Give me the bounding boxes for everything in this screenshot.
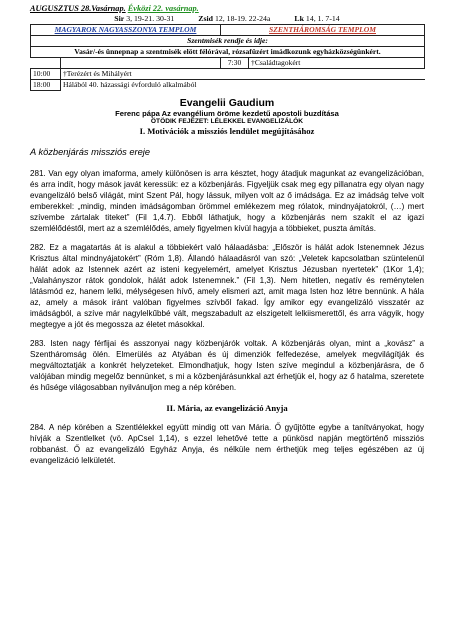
right-time: 7:30 <box>221 58 249 69</box>
readings <box>30 14 424 24</box>
header-date-line <box>30 4 424 14</box>
intentions-title: Szentmisék rendje és idje: <box>31 36 425 47</box>
row-intention: Hálából 40. házassági évforduló alkalmából <box>61 80 425 91</box>
paragraph-284: 284. A nép körében a Szentlélekkel együtt mindig ott van Mária. Ő gyűjtötte egybe a tanítványokat, hogy hívják a Szentlelket (vö. ApCsel 1,14), s ezzel lehetővé tette a pünkösd napján megtörténő missziós robbanást. Ő az evangelizáló Egyház Anyja, és nélküle nem érthetjük meg teljes egészében az új evangelizáció lelkületét. <box>30 423 424 465</box>
row-time: 10:00 <box>31 69 61 80</box>
section-1-title: I. Motivációk a missziós lendület megújításához <box>139 126 315 136</box>
paragraph-283: 283. Isten nagy férfijai és asszonyai nagy közbenjárók voltak. A közbenjárás olyan, mint a „kovász” a Szentháromság ölén. Elmerülés az Atyában és új dimenziók felfedezése, amelyek megvilágítják és megváltoztatják a konkrét helyzeteket. Elmondhatjuk, hogy Isten szíve megindul a közbenjárásra, de ő valójában mindig megelőz bennünket, s mi a közbenjárásunkkal azt érhetjük el, hogy az ő hatalma, szeretete és hűsége világosabban nyilvánuljon meg a nép körében. <box>30 339 424 392</box>
reading-1: Sir 3, 19-21. 30-31 <box>114 14 175 23</box>
paragraph-282: 282. Ez a magatartás át is alakul a többiekért való hálaadásba: „Először is hálát adok Istenemnek Jézus Krisztus által mindnyájatokért” (Róm 1,8). Állandó hálaadásról van szó: „Veletek kapcsolatban szüntelenül hálát adok az Istennek azért az isteni kegyelemért, amelyet Krisztus Jézusban nyertetek” (1Kor 1,4); „Valahányszor rátok gondolok, hálát adok Istenemnek.” (Fil 1,3). Nem hitetlen, negatív és reménytelen látásmód ez, hanem lelki, mélységesen hívő, amely elismeri azt, amit maga Isten hoz létre bennünk. A hála az, amely a mások iránt valóban figyelmes szívből fakad. Így amikor egy evangelizáló visszatér az imádságból, a szíve már nagylelkűbbé vált, megszabadult az elszigetelt lelkiismerettől, és arra vágyik, hogy megtegye a jót és megossza az életet másokkal. <box>30 243 424 329</box>
page <box>30 4 424 474</box>
mass-schedule-table <box>30 24 425 91</box>
header-sunday: Évközi 22. vasárnap. <box>127 4 199 13</box>
subsection-title: A közbenjárás missziós ereje <box>30 147 151 157</box>
row-time: 18:00 <box>31 80 61 91</box>
empty-cell <box>61 58 221 69</box>
section-2-title: II. Mária, az evangelizáció Anyja <box>166 403 288 413</box>
doc-subtitle: Ferenc pápa Az evangélium öröme kezdetű apostoli buzdítása <box>115 109 339 118</box>
right-intention: †Családtagokért <box>249 58 425 69</box>
church-left: MAGYAROK NAGYASSZONYA TEMPLOM <box>31 25 221 36</box>
church-right: SZENTHÁROMSÁG TEMPLOM <box>221 25 425 36</box>
empty-cell <box>31 58 61 69</box>
rosary-notice: Vasár/-és ünnepnap a szentmisék elött félórával, rózsafüzért imádkozunk egyházközségünkért. <box>31 47 425 58</box>
header-date: AUGUSZTUS 28.Vasárnap. <box>30 4 126 13</box>
paragraph-281: 281. Van egy olyan imaforma, amely különösen is arra késztet, hogy átadjuk magunkat az evangelizációban, és arra indít, hogy mások javát keressük: ez a közbenjárás. Figyeljük csak meg egy pillanatra egy olyan nagy evangelizáló belső világát, mint Szent Pál, hogy lássuk, milyen volt az ő imádsága. Ez az imádság telve volt emberekkel: „mindig, minden imádságomban örömmel emlékezem meg rólatok, mindnyájatokról, (…) mert szívembe zártalak titeket” (Fil 1,4.7). Ebből láthatjuk, hogy a közbenjárás nem szakít el az igazi szemlélődéstől, mert az a szemlélődés, amely figyelmen kívül hagyja a többieket, puszta ámítás. <box>30 169 424 233</box>
reading-2: Zsid 12, 18-19. 22-24a <box>198 14 271 23</box>
reading-3: Lk 14, 1. 7-14 <box>294 14 340 23</box>
row-intention: †Terézért és Mihályért <box>61 69 425 80</box>
chapter-title: ÖTÖDIK FEJEZET: LÉLEKKEL EVANGELIZÁLÓK <box>150 118 304 125</box>
doc-title: Evangelii Gaudium <box>179 97 275 109</box>
